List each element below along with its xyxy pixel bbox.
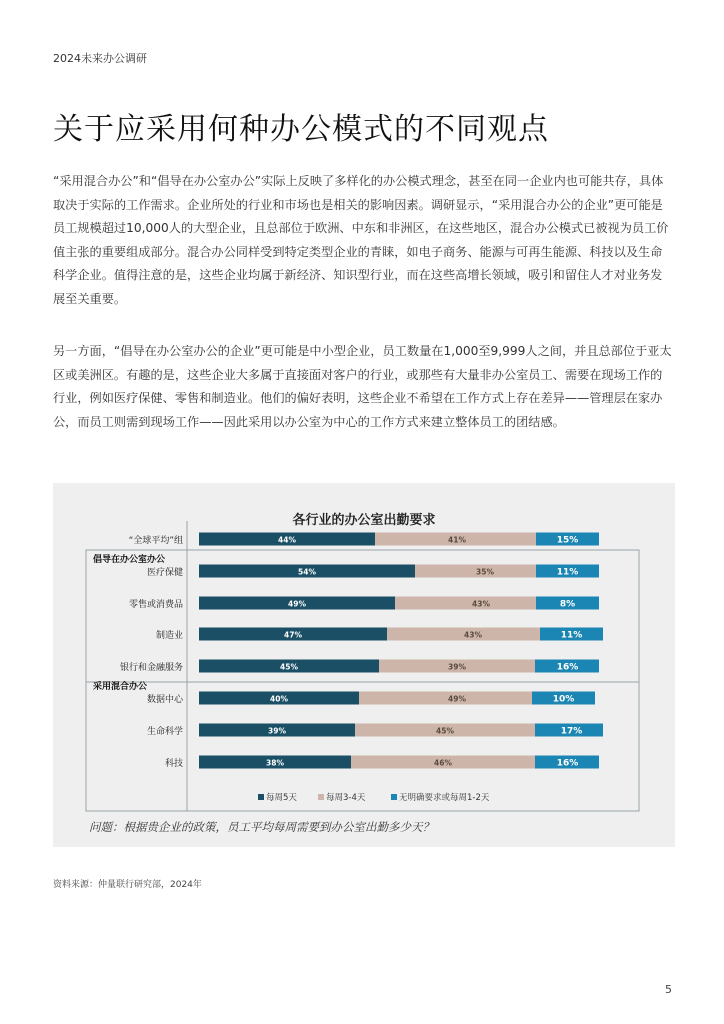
legend-swatch xyxy=(258,794,264,800)
data-label: 16% xyxy=(556,758,579,769)
legend-label: 无明确要求或每周1-2天 xyxy=(399,793,490,803)
data-label: 44% xyxy=(278,535,296,545)
survey-question: 问题：根据贵企业的政策，员工平均每周需要到办公室出勤多少天？ xyxy=(89,820,434,834)
page-title: 关于应采用何种办公模式的不同观点 xyxy=(53,112,549,147)
data-label: 41% xyxy=(448,535,466,545)
data-label: 39% xyxy=(268,726,286,736)
data-label: 43% xyxy=(464,630,482,640)
category-label: 制造业 xyxy=(155,631,183,641)
body-paragraph-1: “采用混合办公”和“倡导在办公室办公”实际上反映了多样化的办公模式理念，甚至在同一企业内也可能共存，具体取决于实际的工作需求。企业所处的行业和市场也是相关的影响因素。调研显示，“采用混合办公的企业”更可能是员工规模超过10,000人的大型企业，且总部位于欧洲、中东和非洲区，在这些地区，混合办公模式已被视为员工价值主张的重要组成部分。混合办公同样受到特定类型企业的青睐，如电子商务、能源与可再生能源、科技以及生命科学企业。值得注意的是，这些企业均属于新经济、知识型行业，而在这些高增长领域，吸引和留住人才对业务发展至关重要。 xyxy=(53,174,669,306)
data-label: 35% xyxy=(476,567,494,577)
legend-swatch xyxy=(318,794,324,800)
data-label: 38% xyxy=(266,758,284,768)
data-label: 45% xyxy=(436,726,454,736)
data-label: 8% xyxy=(559,599,576,610)
group-label: 倡导在办公室办公 xyxy=(93,555,166,565)
data-label: 11% xyxy=(560,630,583,641)
data-label: 16% xyxy=(556,662,579,673)
data-label: 11% xyxy=(556,567,579,578)
body-paragraph-2: 另一方面，“倡导在办公室办公的企业”更可能是中小型企业，员工数量在1,000至9,999人之间，并且总部位于亚太区或美洲区。有趣的是，这些企业大多属于直接面对客户的行业，或那些有大量非办公室员工、需要在现场工作的行业，例如医疗保健、零售和制造业。他们的偏好表明，这些企业不希望在工作方式上存在差异——管理层在家办公，而员工则需到现场工作——因此采用以办公室为中心的工作方式来建立整体员工的团结感。 xyxy=(53,344,672,429)
category-label: 银行和金融服务 xyxy=(119,663,183,673)
category-label: 医疗保健 xyxy=(146,568,183,578)
source-note: 资料来源：仲量联行研究部，2024年 xyxy=(53,880,202,890)
document-header: 2024未来办公调研 xyxy=(53,52,147,65)
data-label: 40% xyxy=(270,694,288,704)
category-label: 生命科学 xyxy=(146,727,183,737)
data-label: 43% xyxy=(472,599,490,609)
chart-title: 各行业的办公室出勤要求 xyxy=(292,513,436,528)
data-label: 46% xyxy=(434,758,452,768)
category-label: 数据中心 xyxy=(146,695,183,705)
data-label: 45% xyxy=(280,662,298,672)
data-label: 49% xyxy=(448,694,466,704)
page-number: 5 xyxy=(665,983,672,996)
data-label: 47% xyxy=(284,630,302,640)
data-label: 49% xyxy=(288,599,306,609)
category-label: 科技 xyxy=(164,759,183,769)
chart-figure xyxy=(53,483,675,847)
data-label: 54% xyxy=(298,567,316,577)
legend-label: 每周3-4天 xyxy=(326,793,366,803)
legend-swatch xyxy=(391,794,397,800)
legend-label: 每周5天 xyxy=(266,793,297,803)
data-label: 10% xyxy=(552,694,575,705)
group-label: 采用混合办公 xyxy=(93,682,148,692)
data-label: 17% xyxy=(560,726,583,737)
data-label: 39% xyxy=(448,662,466,672)
category-label: 零售或消费品 xyxy=(128,600,183,610)
stacked-bar-chart xyxy=(53,483,675,813)
data-label: 15% xyxy=(556,535,579,546)
category-label: “全球平均”组 xyxy=(128,536,183,546)
